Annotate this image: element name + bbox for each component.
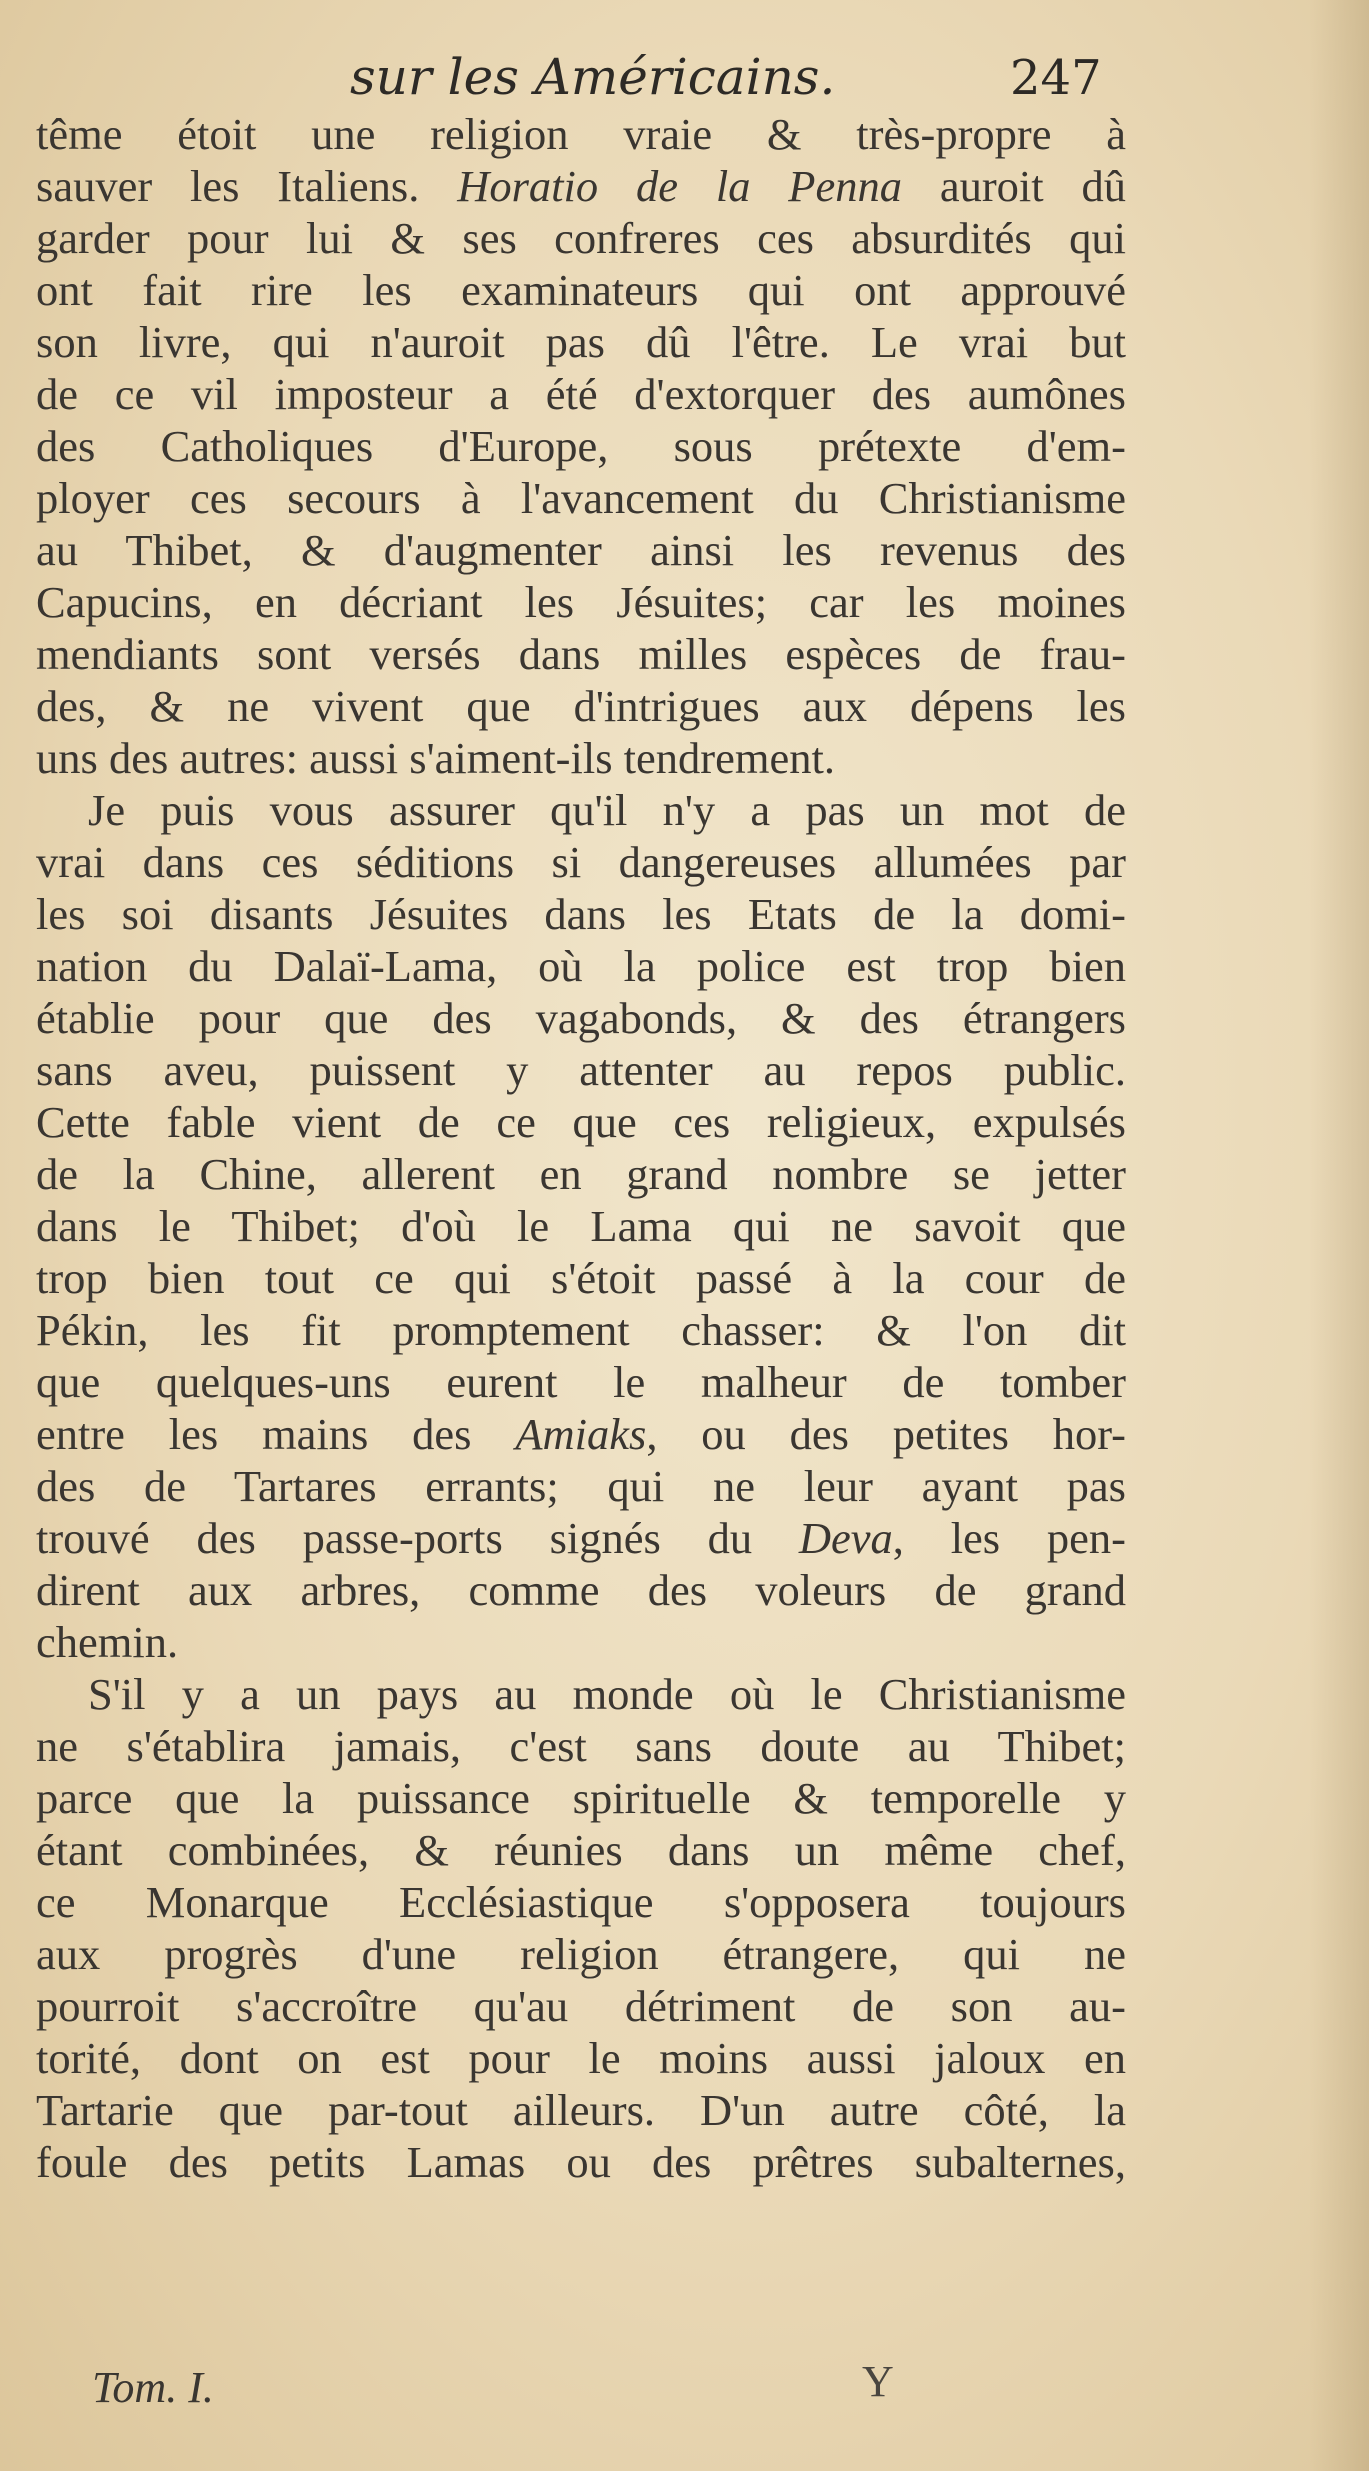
line-text: trop bien tout ce qui s'étoit passé à la cour de bbox=[36, 1253, 1126, 1303]
line-text: torité, dont on est pour le moins aussi jaloux en bbox=[36, 2033, 1126, 2083]
text-line bbox=[36, 1980, 1126, 2032]
text-line bbox=[36, 316, 1126, 368]
line-text: tême étoit une religion vraie & très-propre à bbox=[36, 109, 1126, 159]
text-line bbox=[36, 888, 1126, 940]
text-line bbox=[36, 1408, 1126, 1460]
line-text-continued: , les pen- bbox=[892, 1513, 1126, 1563]
line-text: Capucins, en décriant les Jésuites; car les moines bbox=[36, 577, 1126, 627]
text-line bbox=[36, 1928, 1126, 1980]
text-line bbox=[36, 264, 1126, 316]
line-text: garder pour lui & ses confreres ces absurdités qui bbox=[36, 213, 1126, 263]
text-line bbox=[36, 1772, 1126, 1824]
text-line bbox=[36, 628, 1126, 680]
text-line bbox=[36, 2032, 1126, 2084]
text-line bbox=[36, 1564, 1126, 1616]
line-text: ployer ces secours à l'avancement du Christianisme bbox=[36, 473, 1126, 523]
text-line bbox=[36, 836, 1126, 888]
line-text: étant combinées, & réunies dans un même chef, bbox=[36, 1825, 1126, 1875]
line-text: que quelques-uns eurent le malheur de tomber bbox=[36, 1357, 1126, 1407]
line-text-continued: , ou des petites hor- bbox=[646, 1409, 1126, 1459]
line-text: dirent aux arbres, comme des voleurs de grand bbox=[36, 1565, 1126, 1615]
text-line bbox=[36, 732, 1126, 784]
line-text: S'il y a un pays au monde où le Christianisme bbox=[88, 1669, 1126, 1719]
line-text: Je puis vous assurer qu'il n'y a pas un mot de bbox=[88, 785, 1126, 835]
line-text: pourroit s'accroître qu'au détriment de son au- bbox=[36, 1981, 1126, 2031]
text-line bbox=[36, 784, 1126, 836]
line-text: Cette fable vient de ce que ces religieux, expulsés bbox=[36, 1097, 1126, 1147]
line-text-continued: auroit dû bbox=[902, 161, 1126, 211]
text-line bbox=[36, 212, 1126, 264]
text-line bbox=[36, 1200, 1126, 1252]
page-number: 247 bbox=[1010, 50, 1102, 106]
line-text: au Thibet, & d'augmenter ainsi les revenus des bbox=[36, 525, 1126, 575]
line-text: trouvé des passe-ports signés du bbox=[36, 1513, 799, 1563]
volume-number: Tom. I. bbox=[92, 2363, 214, 2412]
line-text: aux progrès d'une religion étrangere, qui ne bbox=[36, 1929, 1126, 1979]
line-text: établie pour que des vagabonds, & des étrangers bbox=[36, 993, 1126, 1043]
text-line bbox=[36, 1512, 1126, 1564]
text-line bbox=[36, 1252, 1126, 1304]
line-text: uns des autres: aussi s'aiment-ils tendrement. bbox=[36, 733, 835, 783]
text-line bbox=[36, 1616, 1126, 1668]
line-text: des, & ne vivent que d'intrigues aux dépens les bbox=[36, 681, 1126, 731]
line-text: les soi disants Jésuites dans les Etats de la domi- bbox=[36, 889, 1126, 939]
italic-name: Horatio de la Penna bbox=[457, 161, 902, 211]
text-line bbox=[36, 1720, 1126, 1772]
italic-name: Deva bbox=[798, 1513, 893, 1563]
text-line bbox=[36, 1096, 1126, 1148]
line-text: ce Monarque Ecclésiastique s'opposera toujours bbox=[36, 1877, 1126, 1927]
text-line bbox=[36, 940, 1126, 992]
line-text: mendiants sont versés dans milles espèces de frau- bbox=[36, 629, 1126, 679]
line-text: des Catholiques d'Europe, sous prétexte d'em- bbox=[36, 421, 1126, 471]
line-text: chemin. bbox=[36, 1617, 179, 1667]
text-line bbox=[36, 1824, 1126, 1876]
line-text: ne s'établira jamais, c'est sans doute au Thibet; bbox=[36, 1721, 1126, 1771]
text-line bbox=[36, 992, 1126, 1044]
text-line bbox=[36, 524, 1126, 576]
text-line bbox=[36, 2136, 1126, 2188]
text-line bbox=[36, 472, 1126, 524]
text-line bbox=[36, 1304, 1126, 1356]
line-text: ont fait rire les examinateurs qui ont approuvé bbox=[36, 265, 1126, 315]
text-line bbox=[36, 2084, 1126, 2136]
text-line bbox=[36, 1356, 1126, 1408]
line-text: nation du Dalaï-Lama, où la police est trop bien bbox=[36, 941, 1126, 991]
text-line bbox=[36, 1668, 1126, 1720]
text-line bbox=[36, 368, 1126, 420]
text-line bbox=[36, 1044, 1126, 1096]
line-text: vrai dans ces séditions si dangereuses allumées par bbox=[36, 837, 1126, 887]
text-line bbox=[36, 160, 1126, 212]
line-text: dans le Thibet; d'où le Lama qui ne savoit que bbox=[36, 1201, 1126, 1251]
text-line bbox=[36, 576, 1126, 628]
text-line bbox=[36, 1876, 1126, 1928]
line-text: de la Chine, allerent en grand nombre se jetter bbox=[36, 1149, 1126, 1199]
line-text: sauver les Italiens. bbox=[36, 161, 458, 211]
running-head: sur les Américains. bbox=[350, 48, 836, 106]
line-text: entre les mains des bbox=[36, 1409, 516, 1459]
text-line bbox=[36, 108, 1126, 160]
line-text: Pékin, les fit promptement chasser: & l'on dit bbox=[36, 1305, 1126, 1355]
body-text bbox=[36, 108, 1126, 2188]
line-text: son livre, qui n'auroit pas dû l'être. Le vrai but bbox=[36, 317, 1126, 367]
signature-mark: Y bbox=[862, 2357, 894, 2406]
page-edge-shadow bbox=[1309, 0, 1369, 2471]
line-text: parce que la puissance spirituelle & temporelle y bbox=[36, 1773, 1126, 1823]
line-text: sans aveu, puissent y attenter au repos public. bbox=[36, 1045, 1126, 1095]
text-line bbox=[36, 1148, 1126, 1200]
line-text: Tartarie que par-tout ailleurs. D'un autre côté, la bbox=[36, 2085, 1126, 2135]
text-line bbox=[36, 420, 1126, 472]
italic-name: Amiaks bbox=[515, 1409, 647, 1459]
page-footer bbox=[0, 2357, 1369, 2422]
line-text: foule des petits Lamas ou des prêtres subalternes, bbox=[36, 2137, 1126, 2187]
text-line bbox=[36, 680, 1126, 732]
line-text: des de Tartares errants; qui ne leur ayant pas bbox=[36, 1461, 1126, 1511]
text-line bbox=[36, 1460, 1126, 1512]
line-text: de ce vil imposteur a été d'extorquer des aumônes bbox=[36, 369, 1126, 419]
